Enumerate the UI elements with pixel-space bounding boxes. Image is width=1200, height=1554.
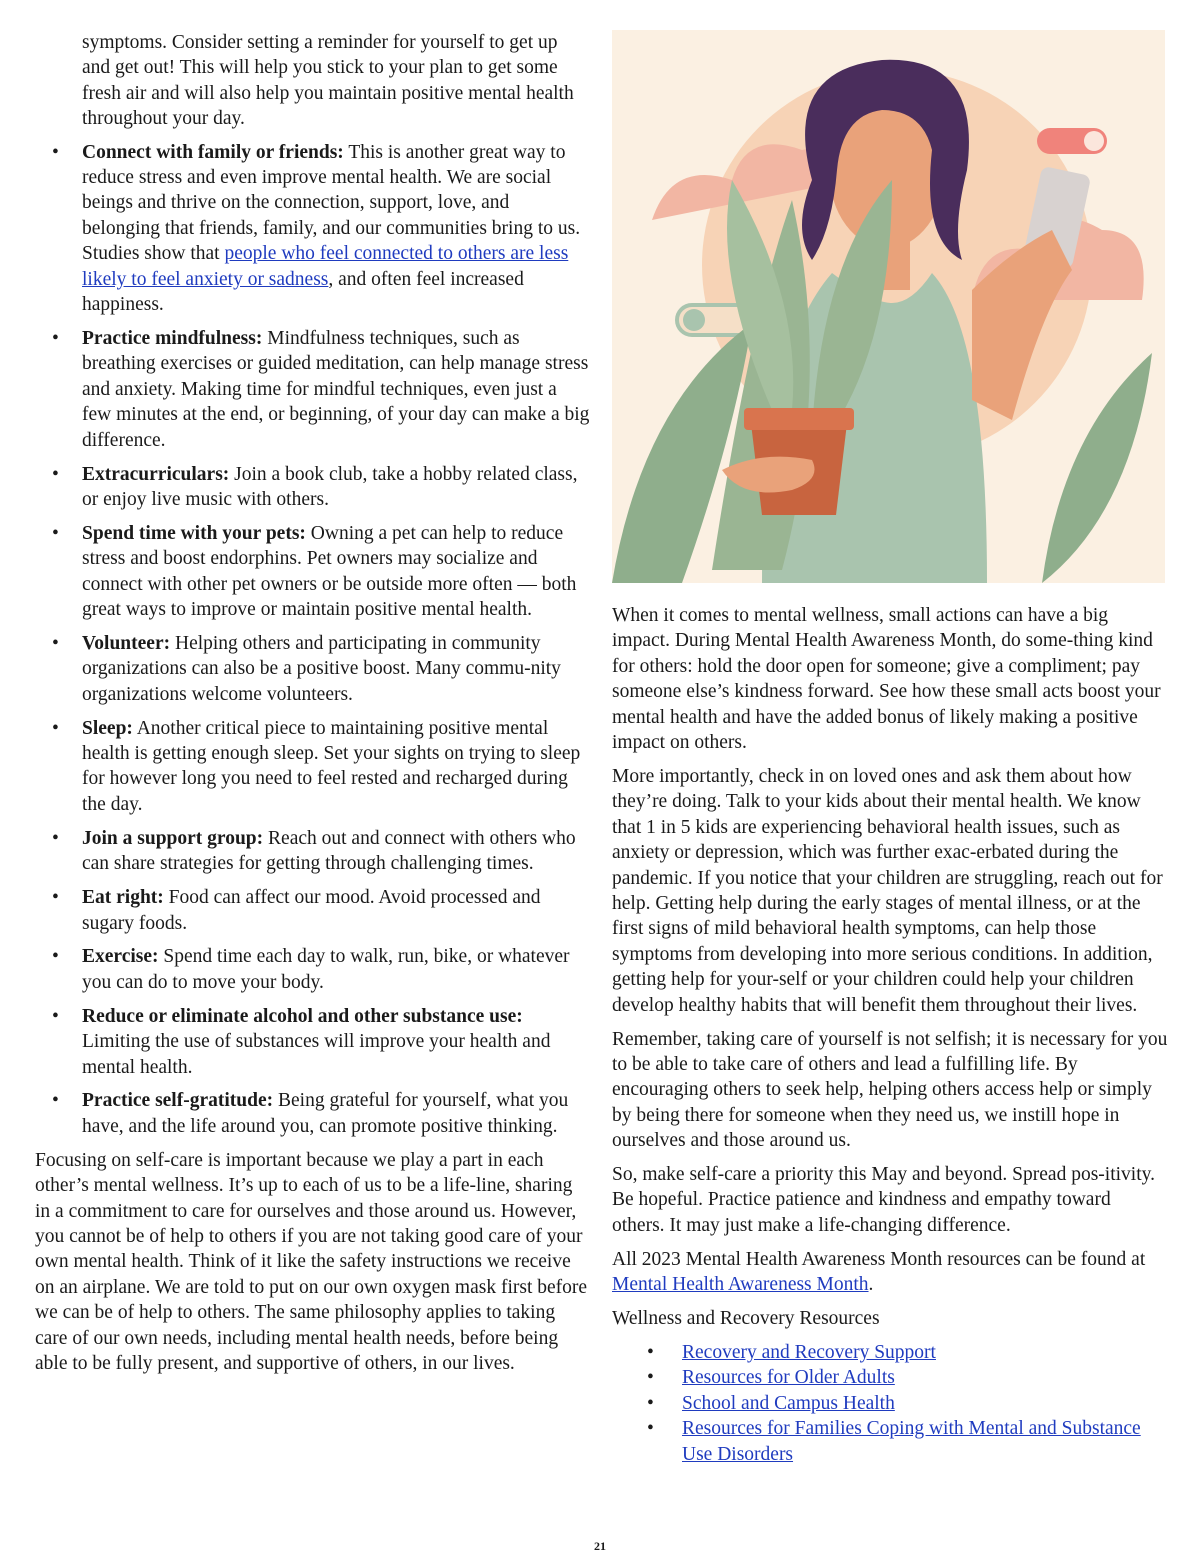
tip-title: Sleep: xyxy=(82,717,133,739)
tip-title: Volunteer: xyxy=(82,632,171,654)
older-adults-link[interactable]: Resources for Older Adults xyxy=(682,1367,895,1389)
tip-text: Another critical piece to maintaining positive mental health is getting enough sleep. Set your sights on trying to sleep for however long you need to feel rested and recharged during the day. xyxy=(82,717,581,815)
list-item xyxy=(35,631,590,707)
continuation-text: symptoms. Consider setting a reminder for yourself to get up and get out! This will help you stick to your plan to get some fresh air and will also help you maintain positive mental health throughout your day. xyxy=(82,32,574,130)
tip-text: Owning a pet can help to reduce stress and boost endorphins. Pet owners may socialize and connect with other pet owners or be outside more often — both great ways to improve or maintain positive mental health. xyxy=(82,522,577,621)
tip-text: Reach out and connect with others who can share strategies for getting through challenging times. xyxy=(82,827,576,875)
tip-title: Reduce or eliminate alcohol and other substance use: xyxy=(82,1005,523,1027)
list-item xyxy=(35,1088,590,1139)
left-column xyxy=(35,30,590,1385)
tip-title: Spend time with your pets: xyxy=(82,522,306,544)
tip-text: Spend time each day to walk, run, bike, or whatever you can do to move your body. xyxy=(82,946,570,993)
recovery-support-link[interactable]: Recovery and Recovery Support xyxy=(682,1341,936,1363)
tip-title: Extracurriculars: xyxy=(82,463,230,485)
woman-with-plant-illustration xyxy=(612,30,1165,583)
mental-health-awareness-month-link[interactable]: Mental Health Awareness Month xyxy=(612,1274,869,1296)
tip-text: This is another great way to reduce stress and even improve mental health. We are social beings and thrive on the connection, support, love, and belonging that friends, family, and our communities bring to us. Studies show that xyxy=(82,141,581,265)
paragraph: When it comes to mental wellness, small actions can have a big impact. During Mental Health Awareness Month, do some-thing kind for others: hold the door open for someone; give a compliment; pay someone else’s kindness forward. See how these small acts boost your mental health and have the added bonus of likely making a positive impact on others. xyxy=(612,605,1161,754)
paragraph: Remember, taking care of yourself is not selfish; it is necessary for you to be able to take care of others and lead a fulfilling life. By encouraging others to seek help, helping others access help or simply by being there for someone when they need us, we instill hope in ourselves and those around us. xyxy=(612,1028,1168,1152)
list-item xyxy=(612,1365,1168,1390)
list-item xyxy=(35,885,590,936)
tip-title: Practice mindfulness: xyxy=(82,327,263,349)
list-item xyxy=(35,944,590,995)
list-item xyxy=(35,140,590,318)
tip-title: Eat right: xyxy=(82,887,164,909)
tips-list xyxy=(35,140,590,1140)
list-item xyxy=(35,521,590,623)
closing-paragraph: Focusing on self-care is important because we play a part in each other’s mental wellness. It’s up to each of us to be a life-line, sharing in a commitment to care for ourselves and those around us. However, you cannot be of help to others if you are not taking good care of your own mental health. Think of it like the safety instructions we receive on an airplane. We are told to put on our own oxygen mask first before we can be of help to others. The same philosophy applies to taking care of our own needs, including mental health needs, before being able to be fully present, and supportive of others, in our lives. xyxy=(35,1149,588,1374)
tip-text: Limiting the use of substances will improve your health and mental health. xyxy=(82,1031,551,1078)
tip-text: Join a book club, take a hobby related class, or enjoy live music with others. xyxy=(82,463,578,510)
school-campus-health-link[interactable]: School and Campus Health xyxy=(682,1392,895,1414)
tip-text: Food can affect our mood. Avoid processed and sugary foods. xyxy=(82,887,541,934)
list-item xyxy=(612,1391,1168,1416)
list-item xyxy=(35,326,590,453)
tip-text: , and often feel increased happiness. xyxy=(82,268,524,316)
right-column xyxy=(612,30,1168,1467)
page-number: 21 xyxy=(594,1539,606,1553)
wellness-heading: Wellness and Recovery Resources xyxy=(612,1308,880,1330)
list-item xyxy=(35,1004,590,1080)
tip-text: Helping others and participating in community organizations can also be a positive boost. Many commu-nity organizations welcome volunteers. xyxy=(82,632,561,705)
resources-paragraph xyxy=(612,1247,1168,1298)
list-item xyxy=(612,1340,1168,1365)
list-item xyxy=(35,826,590,877)
paragraph: More importantly, check in on loved ones and ask them about how they’re doing. Talk to your kids about their mental health. We know that 1 in 5 kids are experiencing behavioral health issues, such as anxiety or depression, which was further exac-erbated during the pandemic. If you notice that your children are struggling, reach out for help. Getting help during the early stages of mental illness, or at the first signs of mild behavioral health symptoms, can help those symptoms from developing into more serious conditions. In addition, getting help for your-self or your children could help your children develop healthy habits that will benefit them throughout their lives. xyxy=(612,765,1163,1016)
paragraph: So, make self-care a priority this May and beyond. Spread pos-itivity. Be hopeful. Practice patience and kindness and empathy toward others. It may just make a life-changing difference. xyxy=(612,1164,1155,1236)
list-item xyxy=(35,462,590,513)
resources-list xyxy=(612,1340,1168,1467)
tip-text: Mindfulness techniques, such as breathing exercises or guided meditation, can help manage stress and anxiety. Making time for mindful techniques, even just a few minutes at the end, or beginning, of your day can make a big difference. xyxy=(82,327,590,451)
connected-study-link[interactable]: people who feel connected to others are less likely to feel anxiety or sadness xyxy=(82,243,569,290)
tip-title: Practice self-gratitude: xyxy=(82,1090,274,1112)
list-item xyxy=(612,1416,1168,1467)
resources-end: . xyxy=(868,1274,874,1296)
tip-title: Connect with family or friends: xyxy=(82,141,344,163)
resources-text: All 2023 Mental Health Awareness Month resources can be found at xyxy=(612,1248,1146,1270)
families-coping-link[interactable]: Resources for Families Coping with Mental and Substance Use Disorders xyxy=(682,1418,1141,1465)
tip-title: Exercise: xyxy=(82,946,159,968)
tip-title: Join a support group: xyxy=(82,827,264,849)
tip-text: Being grateful for yourself, what you have, and the life around you, can promote positive thinking. xyxy=(82,1090,569,1137)
list-item xyxy=(35,716,590,818)
